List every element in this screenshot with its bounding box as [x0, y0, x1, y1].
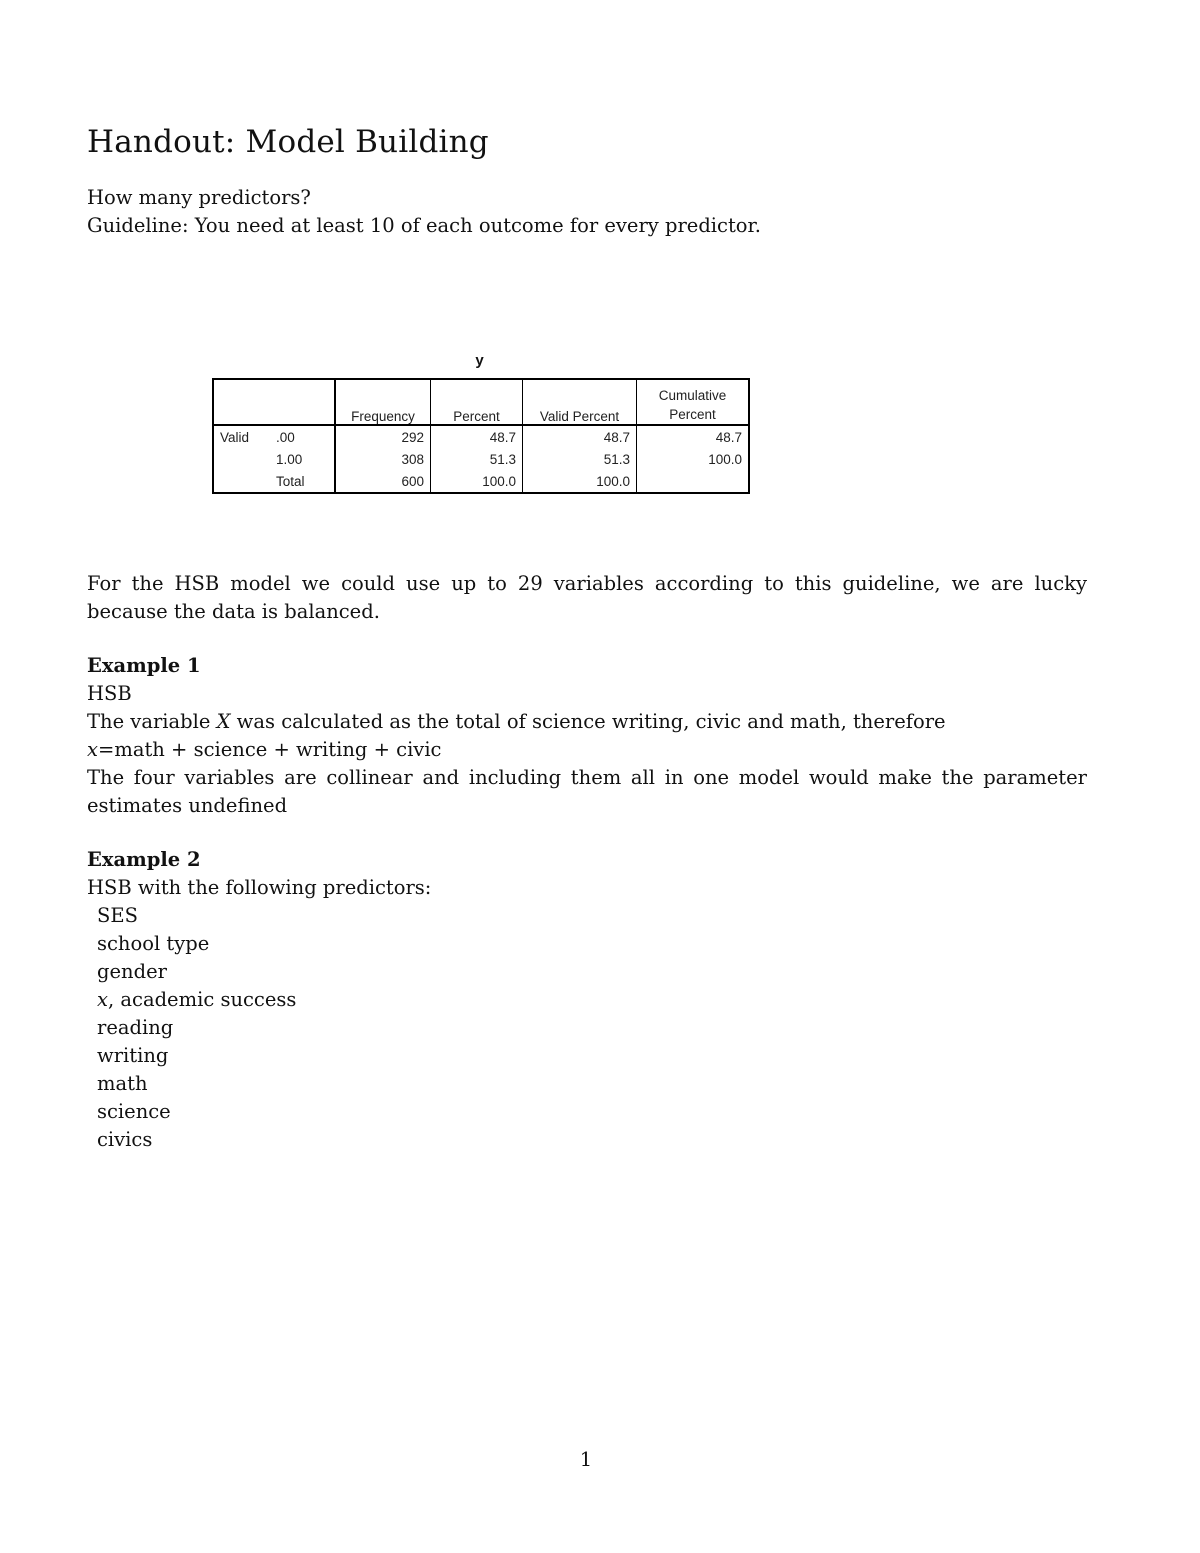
header-valid-percent: Valid Percent — [523, 379, 637, 425]
equation-text: =math + science + writing + civic — [98, 738, 442, 761]
cell-cumulative: 100.0 — [637, 448, 750, 470]
example1-paragraph: The four variables are collinear and including them all in one model would make the parameter estimates undefined — [87, 766, 1087, 817]
cell-valid-percent: 51.3 — [523, 448, 637, 470]
example1-line1-pre: The variable — [87, 710, 217, 733]
table-row — [213, 425, 749, 448]
page-number: 1 — [579, 1448, 593, 1471]
predictor-item: science — [97, 1100, 171, 1123]
example1-equation — [87, 736, 441, 764]
group-label-blank — [213, 470, 270, 493]
header-cumulative-line2: Percent — [669, 407, 716, 422]
hsb-note: For the HSB model we could use up to 29 variables according to this guideline, we are lucky because the data is balanced. — [87, 572, 1087, 623]
cell-cumulative — [637, 470, 750, 493]
header-frequency: Frequency — [335, 379, 431, 425]
frequency-table — [212, 378, 750, 494]
cell-frequency: 292 — [335, 425, 431, 448]
example1-line1-post: was calculated as the total of science writing, civic and math, therefore — [230, 710, 946, 733]
intro-guideline: Guideline: You need at least 10 of each outcome for every predictor. — [87, 214, 761, 237]
variable-x: x — [87, 738, 98, 761]
table-title: y — [475, 352, 484, 369]
predictor-item: civics — [97, 1128, 153, 1151]
cell-percent: 51.3 — [431, 448, 523, 470]
predictor-item: writing — [97, 1044, 169, 1067]
row-label: 1.00 — [276, 451, 303, 467]
page-title: Handout: Model Building — [87, 124, 489, 160]
example2-heading: Example 2 — [87, 848, 201, 871]
cell-percent: 48.7 — [431, 425, 523, 448]
cell-percent: 100.0 — [431, 470, 523, 493]
cell-valid-percent: 100.0 — [523, 470, 637, 493]
example1-subheading: HSB — [87, 682, 132, 705]
item-separator: , — [108, 988, 121, 1011]
intro-question: How many predictors? — [87, 186, 311, 209]
cell-frequency: 600 — [335, 470, 431, 493]
cell-cumulative: 48.7 — [637, 425, 750, 448]
predictor-item: reading — [97, 1016, 174, 1039]
table-header-row — [213, 379, 749, 425]
table-row — [213, 470, 749, 493]
cell-frequency: 308 — [335, 448, 431, 470]
cell-valid-percent: 48.7 — [523, 425, 637, 448]
header-percent: Percent — [431, 379, 523, 425]
row-label: Total — [276, 473, 305, 489]
group-label: Valid — [220, 429, 250, 445]
variable-X: X — [216, 710, 231, 733]
predictor-item: gender — [97, 960, 167, 983]
example2-subheading: HSB with the following predictors: — [87, 876, 432, 899]
header-cumulative-line1: Cumulative — [658, 388, 727, 403]
predictor-item: SES — [97, 904, 138, 927]
table-row — [213, 448, 749, 470]
row-label: .00 — [276, 429, 295, 445]
predictor-item — [97, 986, 296, 1014]
header-blank — [213, 379, 270, 425]
header-cumulative-percent — [637, 379, 750, 425]
header-blank — [270, 379, 335, 425]
predictor-item: school type — [97, 932, 210, 955]
group-label-blank — [213, 448, 270, 470]
example1-line1 — [87, 708, 946, 736]
predictor-item-text: academic success — [120, 988, 297, 1011]
variable-x: x — [97, 988, 108, 1011]
example1-heading: Example 1 — [87, 654, 201, 677]
predictor-item: math — [97, 1072, 148, 1095]
